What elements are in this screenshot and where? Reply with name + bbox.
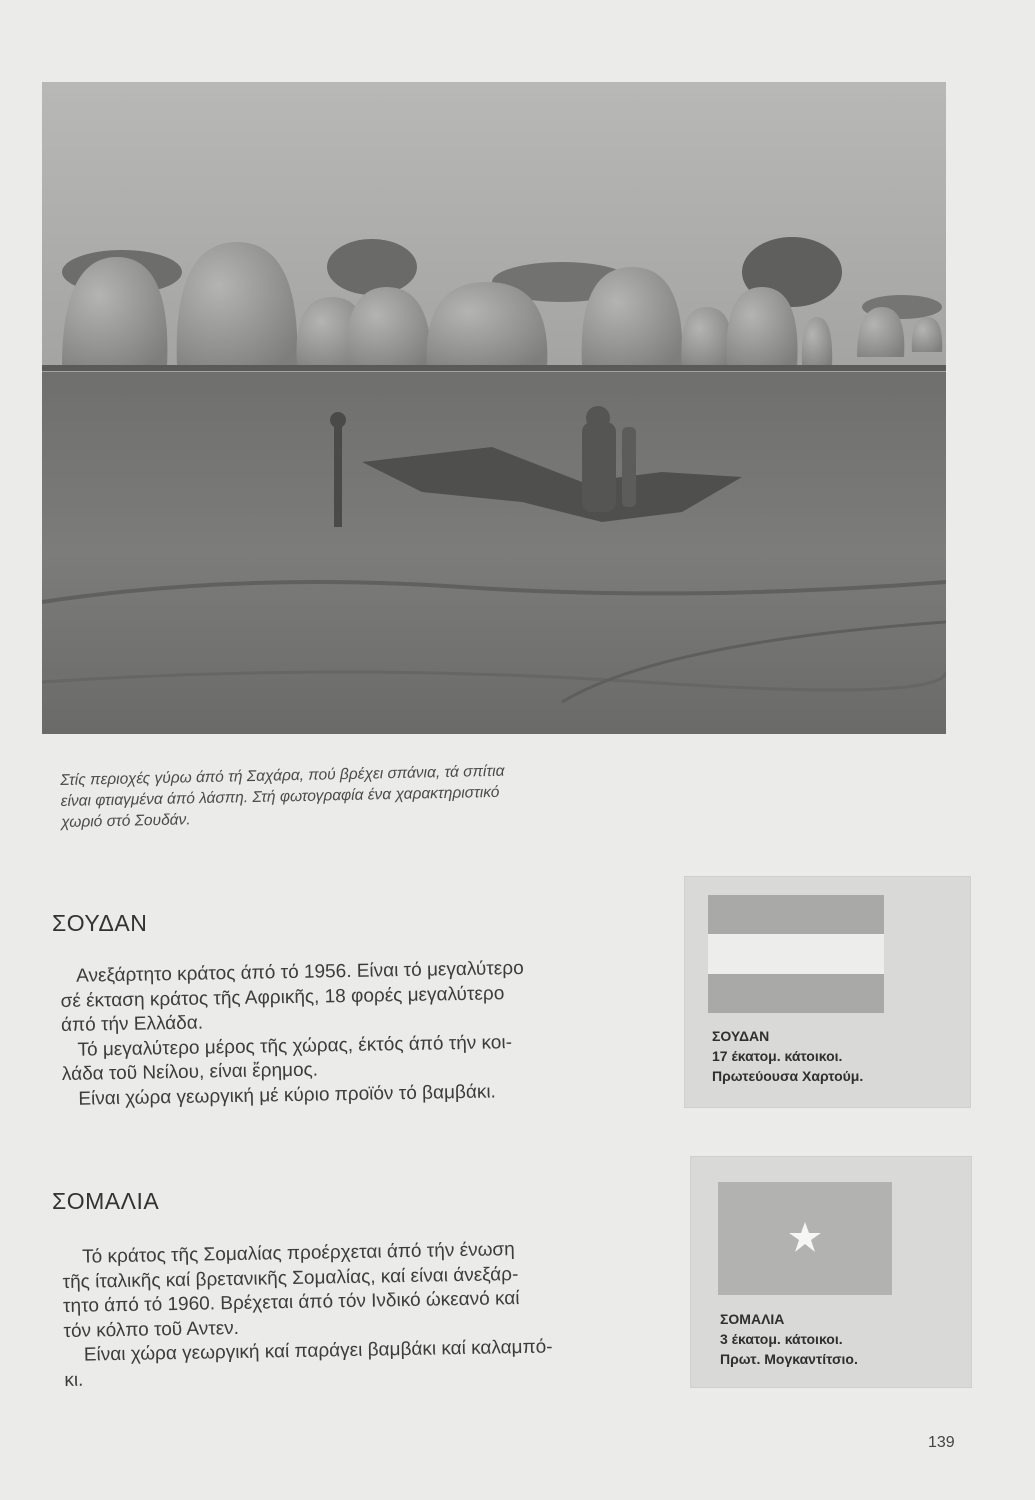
somalia-paragraph <box>62 1237 553 1393</box>
photo-caption <box>60 755 761 833</box>
sudan-paragraph <box>60 957 526 1112</box>
text-line: Τό κράτος τῆς Σομαλίας προέρχεται άπό τήν ένωση <box>82 1239 515 1268</box>
flag-stripe-top <box>708 895 884 934</box>
population: 3 έκατομ. κάτοικοι. <box>720 1331 843 1347</box>
text-line: Ανεξάρτητο κράτος άπό τό 1956. Είναι τό μεγαλύτερο <box>76 957 524 987</box>
caption-line: Στίς περιοχές γύρω άπό τή Σαχάρα, πού βρέχει σπάνια, τά σπίτια <box>60 762 505 789</box>
caption-line: είναι φτιαγμένα άπό λάσπη. Στή φωτογραφία ένα χαρακτηριστικό <box>60 783 500 810</box>
flag-stripe-middle <box>708 934 884 974</box>
country-name: ΣΟΥΔΑΝ <box>712 1028 770 1044</box>
star-icon <box>718 1182 892 1295</box>
flag-stripe-bottom <box>708 974 884 1013</box>
text-line: τόν κόλπο τοῦ Αντεν. <box>63 1317 240 1342</box>
somalia-facts <box>720 1309 858 1369</box>
somalia-flag <box>718 1182 892 1295</box>
sudan-info-card <box>684 876 971 1108</box>
caption-line: χωριό στό Σουδάν. <box>60 811 191 831</box>
text-line: Είναι χώρα γεωργική μέ κύριο προϊόν τό βαμβάκι. <box>78 1080 497 1110</box>
sudan-heading: ΣΟΥΔΑΝ <box>52 910 148 936</box>
text-line: σέ έκταση κράτος τῆς Αφρικῆς, 18 φορές μεγαλύτερο <box>60 982 505 1012</box>
capital: Πρωτ. Μογκαντίτσιο. <box>720 1351 858 1367</box>
text-line: Είναι χώρα γεωργική καί παράγει βαμβάκι καί καλαμπό- <box>83 1336 553 1366</box>
page-number: 139 <box>928 1434 955 1451</box>
population: 17 έκατομ. κάτοικοι. <box>712 1048 843 1064</box>
capital: Πρωτεύουσα Χαρτούμ. <box>712 1068 864 1084</box>
village-photo <box>42 82 946 734</box>
country-name: ΣΟΜΑΛΙΑ <box>720 1311 785 1327</box>
text-line: Τό μεγαλύτερο μέρος τῆς χώρας, έκτός άπό τήν κοι- <box>77 1031 513 1061</box>
sudan-flag <box>708 895 884 1013</box>
sudan-facts <box>712 1026 863 1086</box>
somalia-heading: ΣΟΜΑΛΙΑ <box>52 1188 160 1214</box>
somalia-info-card <box>690 1156 972 1388</box>
text-line: άπό τήν Ελλάδα. <box>60 1012 204 1036</box>
text-line: τητο άπό τό 1960. Βρέχεται άπό τόν Ινδικό ώκεανό καί <box>62 1288 520 1317</box>
text-line: τῆς ίταλικῆς καί βρετανικῆς Σομαλίας, καί είναι άνεξάρ- <box>62 1263 519 1293</box>
text-line: κι. <box>64 1369 84 1391</box>
text-line: λάδα τοῦ Νείλου, είναι ἔρημος. <box>61 1059 319 1085</box>
